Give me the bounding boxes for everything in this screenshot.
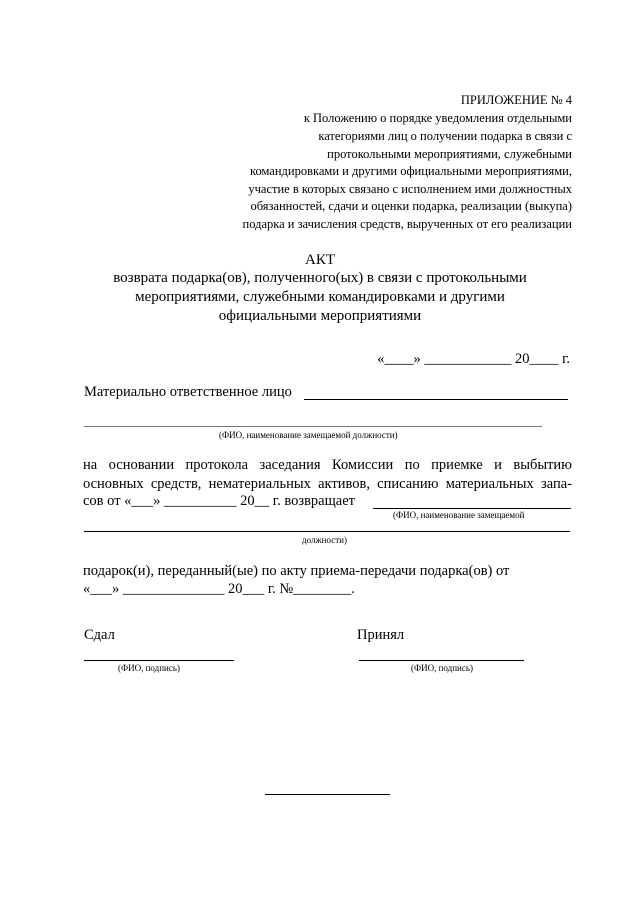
appendix-line: командировками и другими официальными мероприятиями,	[250, 164, 572, 178]
handed-caption: (ФИО, подпись)	[118, 663, 180, 673]
appendix-line: к Положению о порядке уведомления отдельными	[303, 111, 572, 125]
handed-label: Сдал	[84, 627, 115, 643]
returner-field-line-2	[84, 531, 570, 532]
responsible-caption: (ФИО, наименование замещаемой должности)	[219, 430, 398, 440]
returner-caption: (ФИО, наименование замещаемой	[393, 510, 525, 520]
responsible-label: Материально ответственное лицо	[84, 384, 292, 400]
act-subtitle-line: мероприятиями, служебными командировками и другими	[135, 289, 505, 305]
appendix-line: участие в которых связано с исполнением ими должностных	[248, 182, 572, 196]
gift-line: «___» ______________ 20___ г. №________.	[83, 581, 355, 597]
appendix-line: категориями лиц о получении подарка в связи с	[318, 129, 572, 143]
appendix-line: протокольными мероприятиями, служебными	[327, 147, 572, 161]
act-subtitle-line: возврата подарка(ов), полученного(ых) в связи с протокольными	[113, 270, 527, 286]
appendix-line: подарка и зачисления средств, вырученных от его реализации	[242, 217, 572, 231]
responsible-field-line	[304, 399, 568, 400]
received-caption: (ФИО, подпись)	[411, 663, 473, 673]
appendix-line: обязанностей, сдачи и оценки подарка, реализации (выкупа)	[250, 199, 572, 213]
received-signature-line	[359, 660, 524, 661]
responsible-field-line-2	[84, 426, 542, 427]
received-label: Принял	[357, 627, 405, 643]
appendix-heading: ПРИЛОЖЕНИЕ № 4	[460, 93, 572, 107]
gift-line: подарок(и), переданный(ые) по акту приема-передачи подарка(ов) от	[83, 563, 510, 579]
returner-field-line	[373, 508, 571, 509]
returner-caption-2: должности)	[302, 535, 347, 545]
basis-line: сов от «___» __________ 20__ г. возвращает	[83, 493, 355, 509]
handed-signature-line	[84, 660, 234, 661]
basis-line: основных средств, нематериальных активов, списанию материальных запа-	[83, 476, 572, 492]
basis-line: на основании протокола заседания Комиссии по приемке и выбытию	[83, 457, 572, 473]
act-title: АКТ	[305, 252, 335, 268]
act-subtitle-line: официальными мероприятиями	[218, 308, 422, 324]
date-line: «____» ____________ 20____ г.	[377, 351, 570, 367]
end-separator-line	[265, 794, 390, 795]
